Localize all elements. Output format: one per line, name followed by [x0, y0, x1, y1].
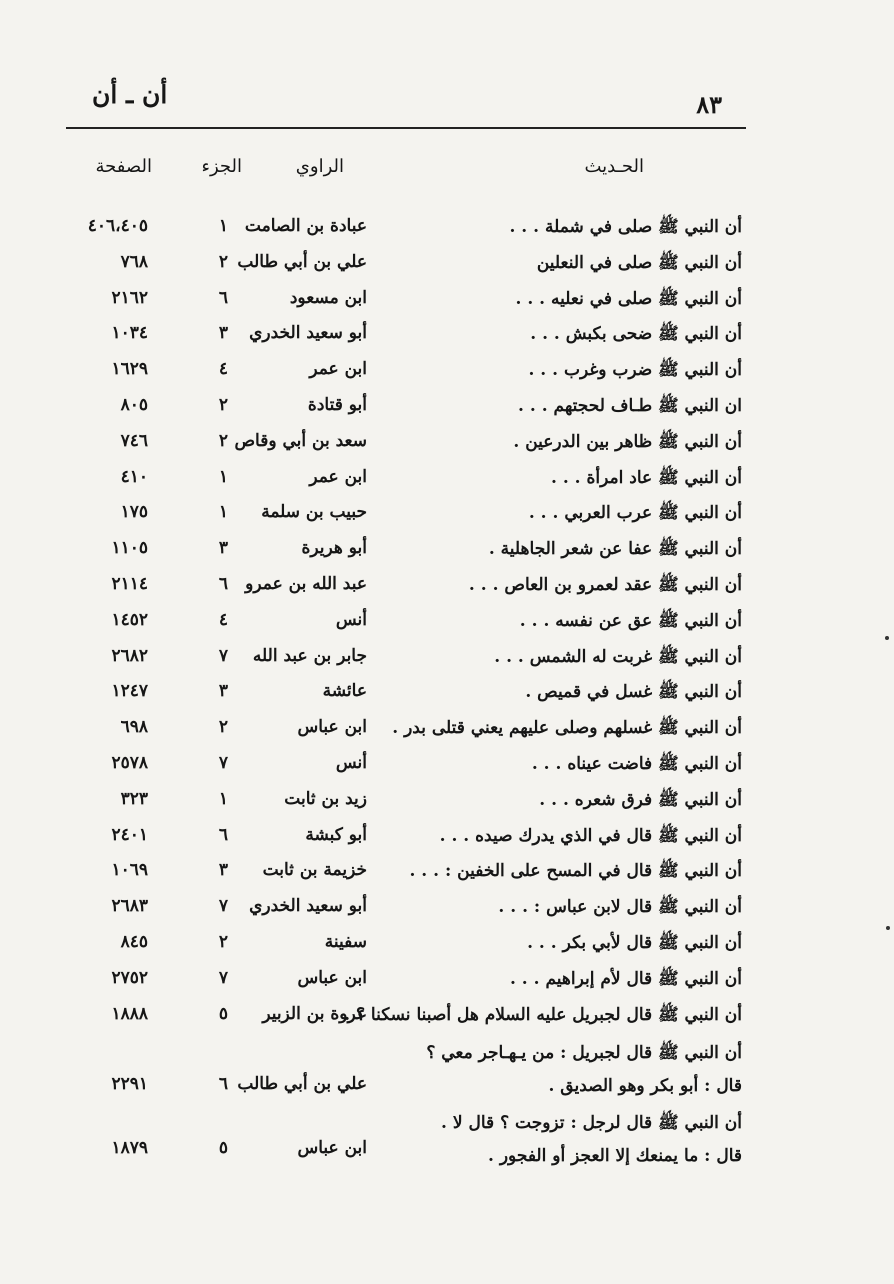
page-number: ٨٣	[696, 90, 722, 119]
page-reference: ٨٠٥	[120, 395, 148, 415]
scan-speck	[885, 636, 889, 640]
volume-number: ٧	[218, 967, 228, 988]
page-reference: ٢٥٧٨	[111, 753, 148, 773]
hadith-text-line: قال : ما يمنعك إلا العجز أو الفجور .	[488, 1146, 742, 1166]
volume-number: ١	[218, 502, 228, 523]
narrator-name: أنس	[335, 609, 367, 630]
volume-number: ٤	[218, 609, 228, 630]
page-reference: ١٤٥٢	[111, 609, 148, 630]
page-reference: ٢٢٩١	[111, 1074, 148, 1094]
table-row	[0, 355, 894, 389]
page-reference: ١١٠٥	[111, 538, 148, 559]
narrator-name: خزيمة بن ثابت	[262, 860, 367, 881]
page-reference: ٢٤٠١	[111, 824, 148, 845]
hadith-text-line: أن النبي ﷺ قال لرجل : تزوجت ؟ قال لا .	[441, 1113, 742, 1133]
page-reference: ٧٤٦	[120, 430, 148, 451]
narrator-name: ابن عمر	[309, 359, 367, 380]
volume-number: ٤	[218, 359, 228, 380]
table-row	[0, 892, 894, 926]
narrator-name: حبيب بن سلمة	[261, 502, 367, 523]
table-row	[0, 821, 894, 855]
narrator-name: أنس	[335, 753, 367, 773]
running-head: أن ـ أن	[92, 80, 168, 109]
hadith-text: أن النبي ﷺ عقد لعمرو بن العاص . . .	[468, 575, 742, 595]
hadith-text: أن النبي ﷺ ضحى بكبش . . .	[530, 324, 742, 345]
hadith-text: أن النبي ﷺ قال لأبي بكر . . .	[527, 933, 742, 953]
volume-number: ٧	[218, 896, 228, 917]
page-reference: ٧٦٨	[120, 251, 148, 272]
volume-number: ١	[218, 216, 228, 236]
page-reference: ٢٧٥٢	[111, 967, 148, 988]
hadith-text-line: قال : أبو بكر وهو الصديق .	[548, 1076, 742, 1096]
page-reference: ١٦٢٩	[111, 359, 148, 380]
table-row	[0, 319, 894, 353]
table-row	[0, 463, 894, 497]
hadith-text: أن النبي ﷺ غسل في قميص .	[525, 682, 742, 703]
narrator-name: أبو سعيد الخدري	[249, 323, 367, 344]
volume-number: ٣	[218, 538, 228, 559]
narrator-name: ابن عباس	[297, 967, 367, 988]
page-reference: ٢١٦٢	[111, 287, 148, 308]
table-row	[0, 749, 894, 783]
table-row	[0, 964, 894, 998]
narrator-name: زيد بن ثابت	[284, 788, 367, 809]
volume-number: ٣	[218, 681, 228, 702]
narrator-name: ابن عمر	[309, 466, 367, 487]
volume-number: ٣	[218, 323, 228, 344]
hadith-text: أن النبي ﷺ ظاهر بين الدرعين .	[513, 431, 742, 452]
page-reference: ٤٠٦،٤٠٥	[87, 216, 148, 236]
table-row	[0, 642, 894, 676]
narrator-name: عبد الله بن عمرو	[245, 574, 367, 594]
column-header-narrator: الراوي	[295, 156, 344, 177]
hadith-text: أن النبي ﷺ قال لابن عباس : . . .	[498, 897, 742, 918]
narrator-name: أبو سعيد الخدري	[249, 896, 367, 917]
table-row	[0, 534, 894, 568]
volume-number: ٦	[218, 1074, 228, 1094]
volume-number: ٥	[218, 1003, 228, 1024]
narrator-name: ابن عباس	[297, 1138, 367, 1158]
narrator-name: سعد بن أبي وقاص	[234, 430, 367, 451]
page-reference: ٢٦٨٣	[111, 896, 148, 917]
table-row	[0, 713, 894, 747]
table-row	[0, 212, 894, 246]
hadith-text: أن النبي ﷺ فرق شعره . . .	[539, 789, 742, 810]
table-row	[0, 570, 894, 604]
page-reference: ٨٤٥	[120, 932, 148, 952]
volume-number: ٢	[218, 932, 228, 952]
scan-speck	[886, 926, 890, 930]
volume-number: ١	[218, 466, 228, 487]
narrator-name: عروة بن الزبير	[262, 1003, 367, 1024]
page-reference: ٢٦٨٢	[111, 645, 148, 666]
narrator-name: علي بن أبي طالب	[237, 1074, 367, 1094]
narrator-name: جابر بن عبد الله	[252, 645, 367, 666]
hadith-text: أن النبي ﷺ صلى في شملة . . .	[509, 217, 742, 237]
table-row	[0, 677, 894, 711]
column-header-hadith: الحـديث	[584, 156, 644, 177]
narrator-name: علي بن أبي طالب	[237, 251, 367, 272]
table-row	[0, 606, 894, 640]
page-reference: ٣٢٣	[120, 788, 148, 809]
page-reference: ١٨٨٨	[111, 1003, 148, 1024]
volume-number: ٧	[218, 753, 228, 773]
page-reference: ١٧٥	[120, 502, 148, 523]
volume-number: ٢	[218, 251, 228, 272]
hadith-text: أن النبي ﷺ قال في المسح على الخفين : . . .	[409, 861, 742, 882]
table-row	[0, 785, 894, 819]
hadith-text: أن النبي ﷺ فاضت عيناه . . .	[531, 754, 742, 774]
table-row	[0, 284, 894, 318]
table-row	[0, 498, 894, 532]
hadith-text: أن النبي ﷺ عاد امرأة . . .	[551, 467, 742, 488]
table-row	[0, 427, 894, 461]
narrator-name: أبو قتادة	[307, 395, 367, 415]
volume-number: ٥	[218, 1138, 228, 1158]
column-header-volume: الجزء	[201, 156, 242, 177]
header-rule	[66, 127, 746, 129]
volume-number: ٢	[218, 430, 228, 451]
table-row	[0, 856, 894, 890]
page-reference: ٤١٠	[120, 466, 148, 487]
hadith-text: أن النبي ﷺ قال لجبريل عليه السلام هل أصبنا نسكنا ؟ .	[344, 1004, 742, 1025]
narrator-name: ابن مسعود	[289, 287, 367, 308]
hadith-text: أن النبي ﷺ غربت له الشمس . . .	[494, 646, 742, 667]
page-reference: ١٠٦٩	[111, 860, 148, 881]
table-row	[0, 391, 894, 425]
volume-number: ٧	[218, 645, 228, 666]
narrator-name: ابن عباس	[297, 717, 367, 738]
table-row	[0, 248, 894, 282]
volume-number: ٦	[218, 287, 228, 308]
page-reference: ٦٩٨	[120, 717, 148, 738]
hadith-text: أن النبي ﷺ عفا عن شعر الجاهلية .	[488, 539, 742, 560]
volume-number: ٦	[218, 824, 228, 845]
volume-number: ٢	[218, 717, 228, 738]
volume-number: ١	[218, 788, 228, 809]
page-reference: ١٢٤٧	[111, 681, 148, 702]
volume-number: ٢	[218, 395, 228, 415]
volume-number: ٦	[218, 574, 228, 594]
page-reference: ١٠٣٤	[111, 323, 148, 344]
narrator-name: أبو هريرة	[301, 538, 367, 559]
narrator-name: عائشة	[322, 681, 367, 702]
narrator-name: عبادة بن الصامت	[244, 216, 367, 236]
hadith-text: ان النبي ﷺ طـاف لحجتهم . . .	[518, 396, 742, 416]
hadith-text: أن النبي ﷺ صلى في النعلين	[536, 252, 742, 273]
hadith-text: أن النبي ﷺ قال في الذي يدرك صيده . . .	[439, 825, 742, 846]
hadith-text: أن النبي ﷺ عرب العربي . . .	[528, 503, 742, 524]
hadith-text: أن النبي ﷺ ضرب وغرب . . .	[528, 360, 742, 381]
hadith-text: أن النبي ﷺ غسلهم وصلى عليهم يعني قتلى بدر .	[392, 718, 742, 739]
page-reference: ١٨٧٩	[111, 1138, 148, 1158]
table-row	[0, 928, 894, 962]
table-row	[0, 1000, 894, 1034]
narrator-name: سفينة	[324, 932, 367, 952]
hadith-text: أن النبي ﷺ قال لأم إبراهيم . . .	[509, 968, 742, 989]
page-reference: ٢١١٤	[111, 574, 148, 594]
hadith-text: أن النبي ﷺ صلى في نعليه . . .	[515, 288, 742, 309]
hadith-text: أن النبي ﷺ عق عن نفسه . . .	[519, 610, 742, 631]
hadith-text-line: أن النبي ﷺ قال لجبريل : من يـهـاجر معي ؟	[426, 1043, 742, 1063]
volume-number: ٣	[218, 860, 228, 881]
narrator-name: أبو كبشة	[305, 824, 367, 845]
column-header-page: الصفحة	[95, 156, 152, 177]
